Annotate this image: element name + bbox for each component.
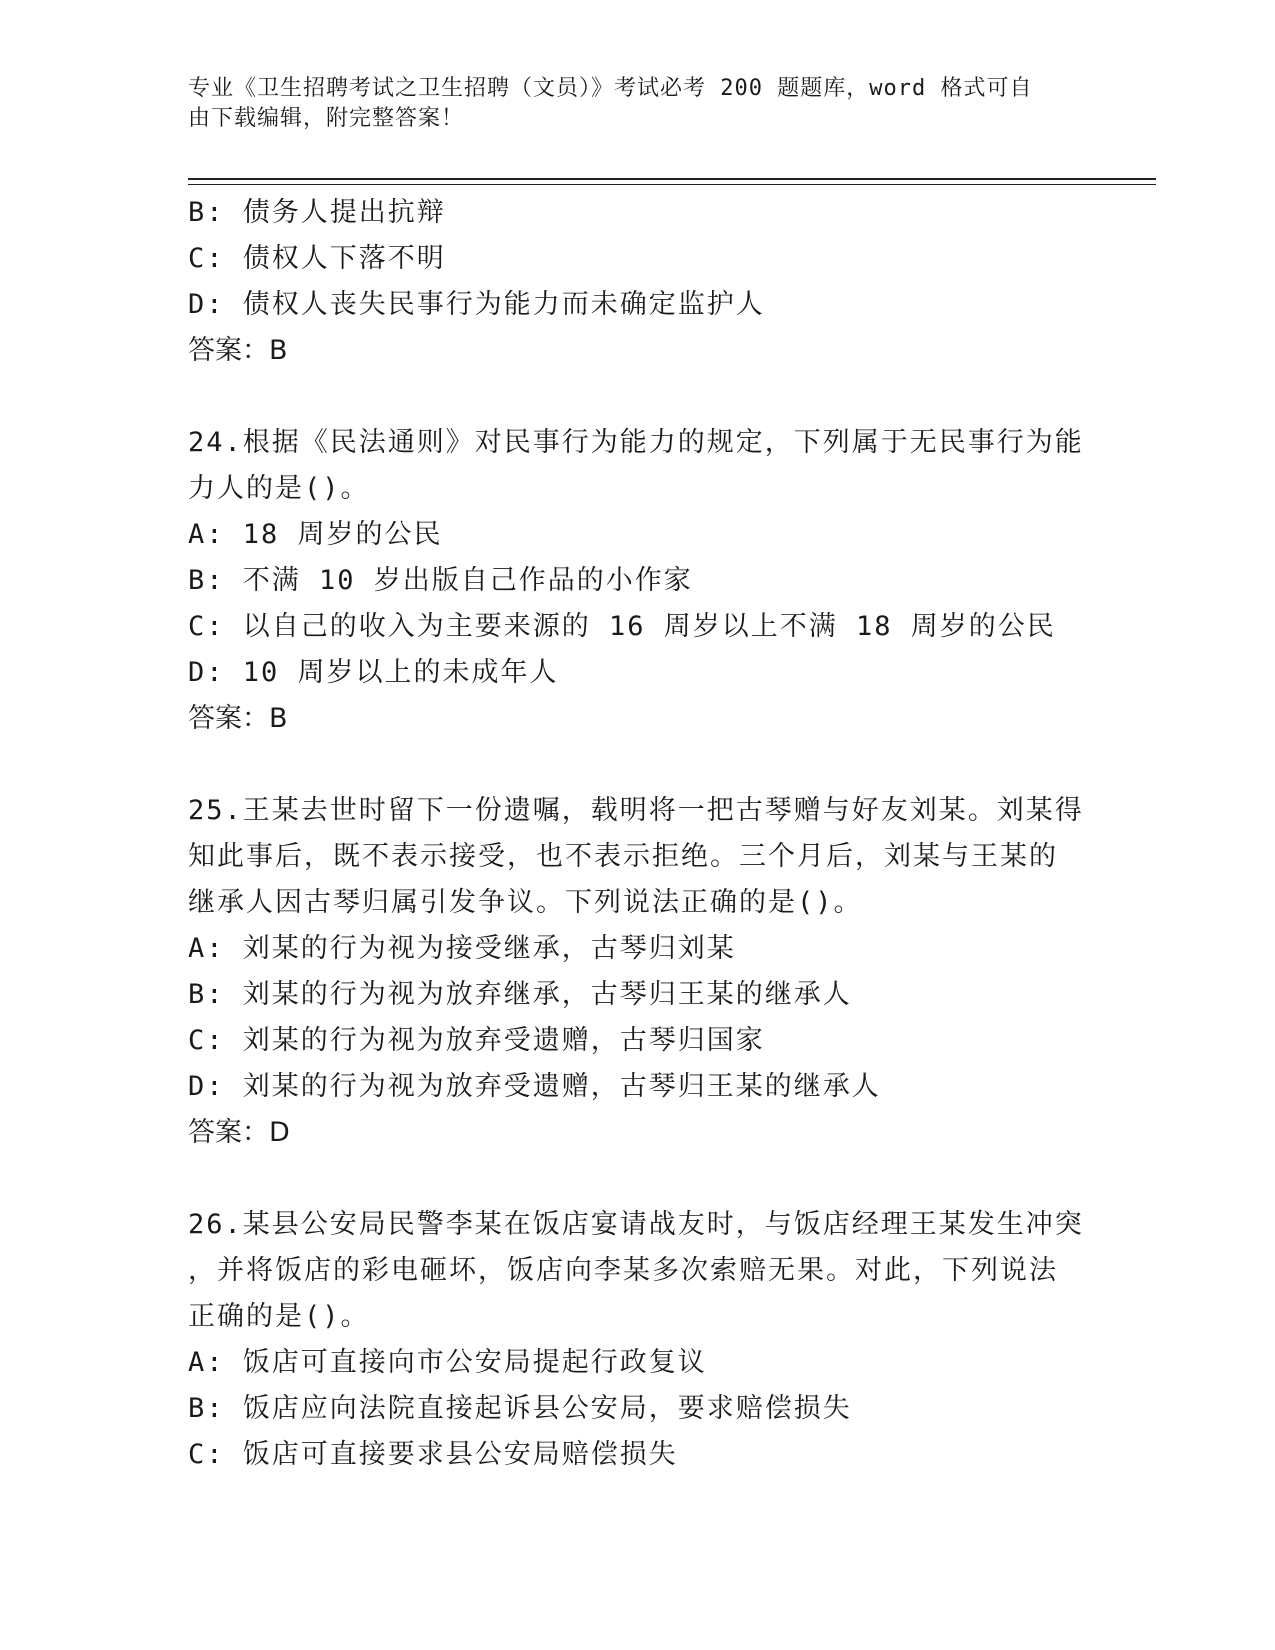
answer: 答案：D [188, 1117, 290, 1148]
option-a: A: 刘某的行为视为接受继承，古琴归刘某 [188, 933, 736, 964]
document-header [188, 74, 1088, 134]
question-stem: 25.王某去世时留下一份遗嘱，载明将一把古琴赠与好友刘某。刘某得 [188, 795, 1084, 826]
header-divider-thick [188, 178, 1156, 180]
question-stem: 24.根据《民法通则》对民事行为能力的规定，下列属于无民事行为能 [188, 427, 1084, 458]
question-25 [188, 788, 1088, 1156]
question-26 [188, 1202, 1088, 1478]
document-body [188, 190, 1088, 1478]
question-stem: 正确的是()。 [188, 1301, 370, 1332]
question-stem: 知此事后，既不表示接受，也不表示拒绝。三个月后，刘某与王某的 [188, 841, 1058, 872]
option-a: A: 18 周岁的公民 [188, 519, 443, 550]
answer: 答案：B [188, 703, 288, 734]
question-23 [188, 190, 1088, 374]
option-d: D: 债权人丧失民事行为能力而未确定监护人 [188, 289, 765, 320]
option-b: B: 不满 10 岁出版自己作品的小作家 [188, 565, 693, 596]
option-c: C: 刘某的行为视为放弃受遗赠，古琴归国家 [188, 1025, 765, 1056]
answer: 答案：B [188, 335, 288, 366]
header-line-2: 由下载编辑，附完整答案！ [188, 106, 465, 131]
question-stem: ，并将饭店的彩电砸坏，饭店向李某多次索赔无果。对此，下列说法 [188, 1255, 1058, 1286]
header-line-1: 专业《卫生招聘考试之卫生招聘（文员）》考试必考 200 题题库，word 格式可自 [188, 76, 1033, 101]
option-b: B: 饭店应向法院直接起诉县公安局，要求赔偿损失 [188, 1393, 852, 1424]
option-a: A: 饭店可直接向市公安局提起行政复议 [188, 1347, 707, 1378]
option-b: B: 债务人提出抗辩 [188, 197, 446, 228]
option-b: B: 刘某的行为视为放弃继承，古琴归王某的继承人 [188, 979, 852, 1010]
option-c: C: 饭店可直接要求县公安局赔偿损失 [188, 1439, 678, 1470]
option-d: D: 10 周岁以上的未成年人 [188, 657, 559, 688]
question-stem: 继承人因古琴归属引发争议。下列说法正确的是()。 [188, 887, 863, 918]
question-stem: 力人的是()。 [188, 473, 370, 504]
header-divider-thin [188, 184, 1156, 185]
option-d: D: 刘某的行为视为放弃受遗赠，古琴归王某的继承人 [188, 1071, 881, 1102]
spacer [188, 1156, 1088, 1202]
option-c: C: 以自己的收入为主要来源的 16 周岁以上不满 18 周岁的公民 [188, 611, 1056, 642]
question-stem: 26.某县公安局民警李某在饭店宴请战友时，与饭店经理王某发生冲突 [188, 1209, 1084, 1240]
spacer [188, 374, 1088, 420]
question-24 [188, 420, 1088, 742]
spacer [188, 742, 1088, 788]
option-c: C: 债权人下落不明 [188, 243, 446, 274]
